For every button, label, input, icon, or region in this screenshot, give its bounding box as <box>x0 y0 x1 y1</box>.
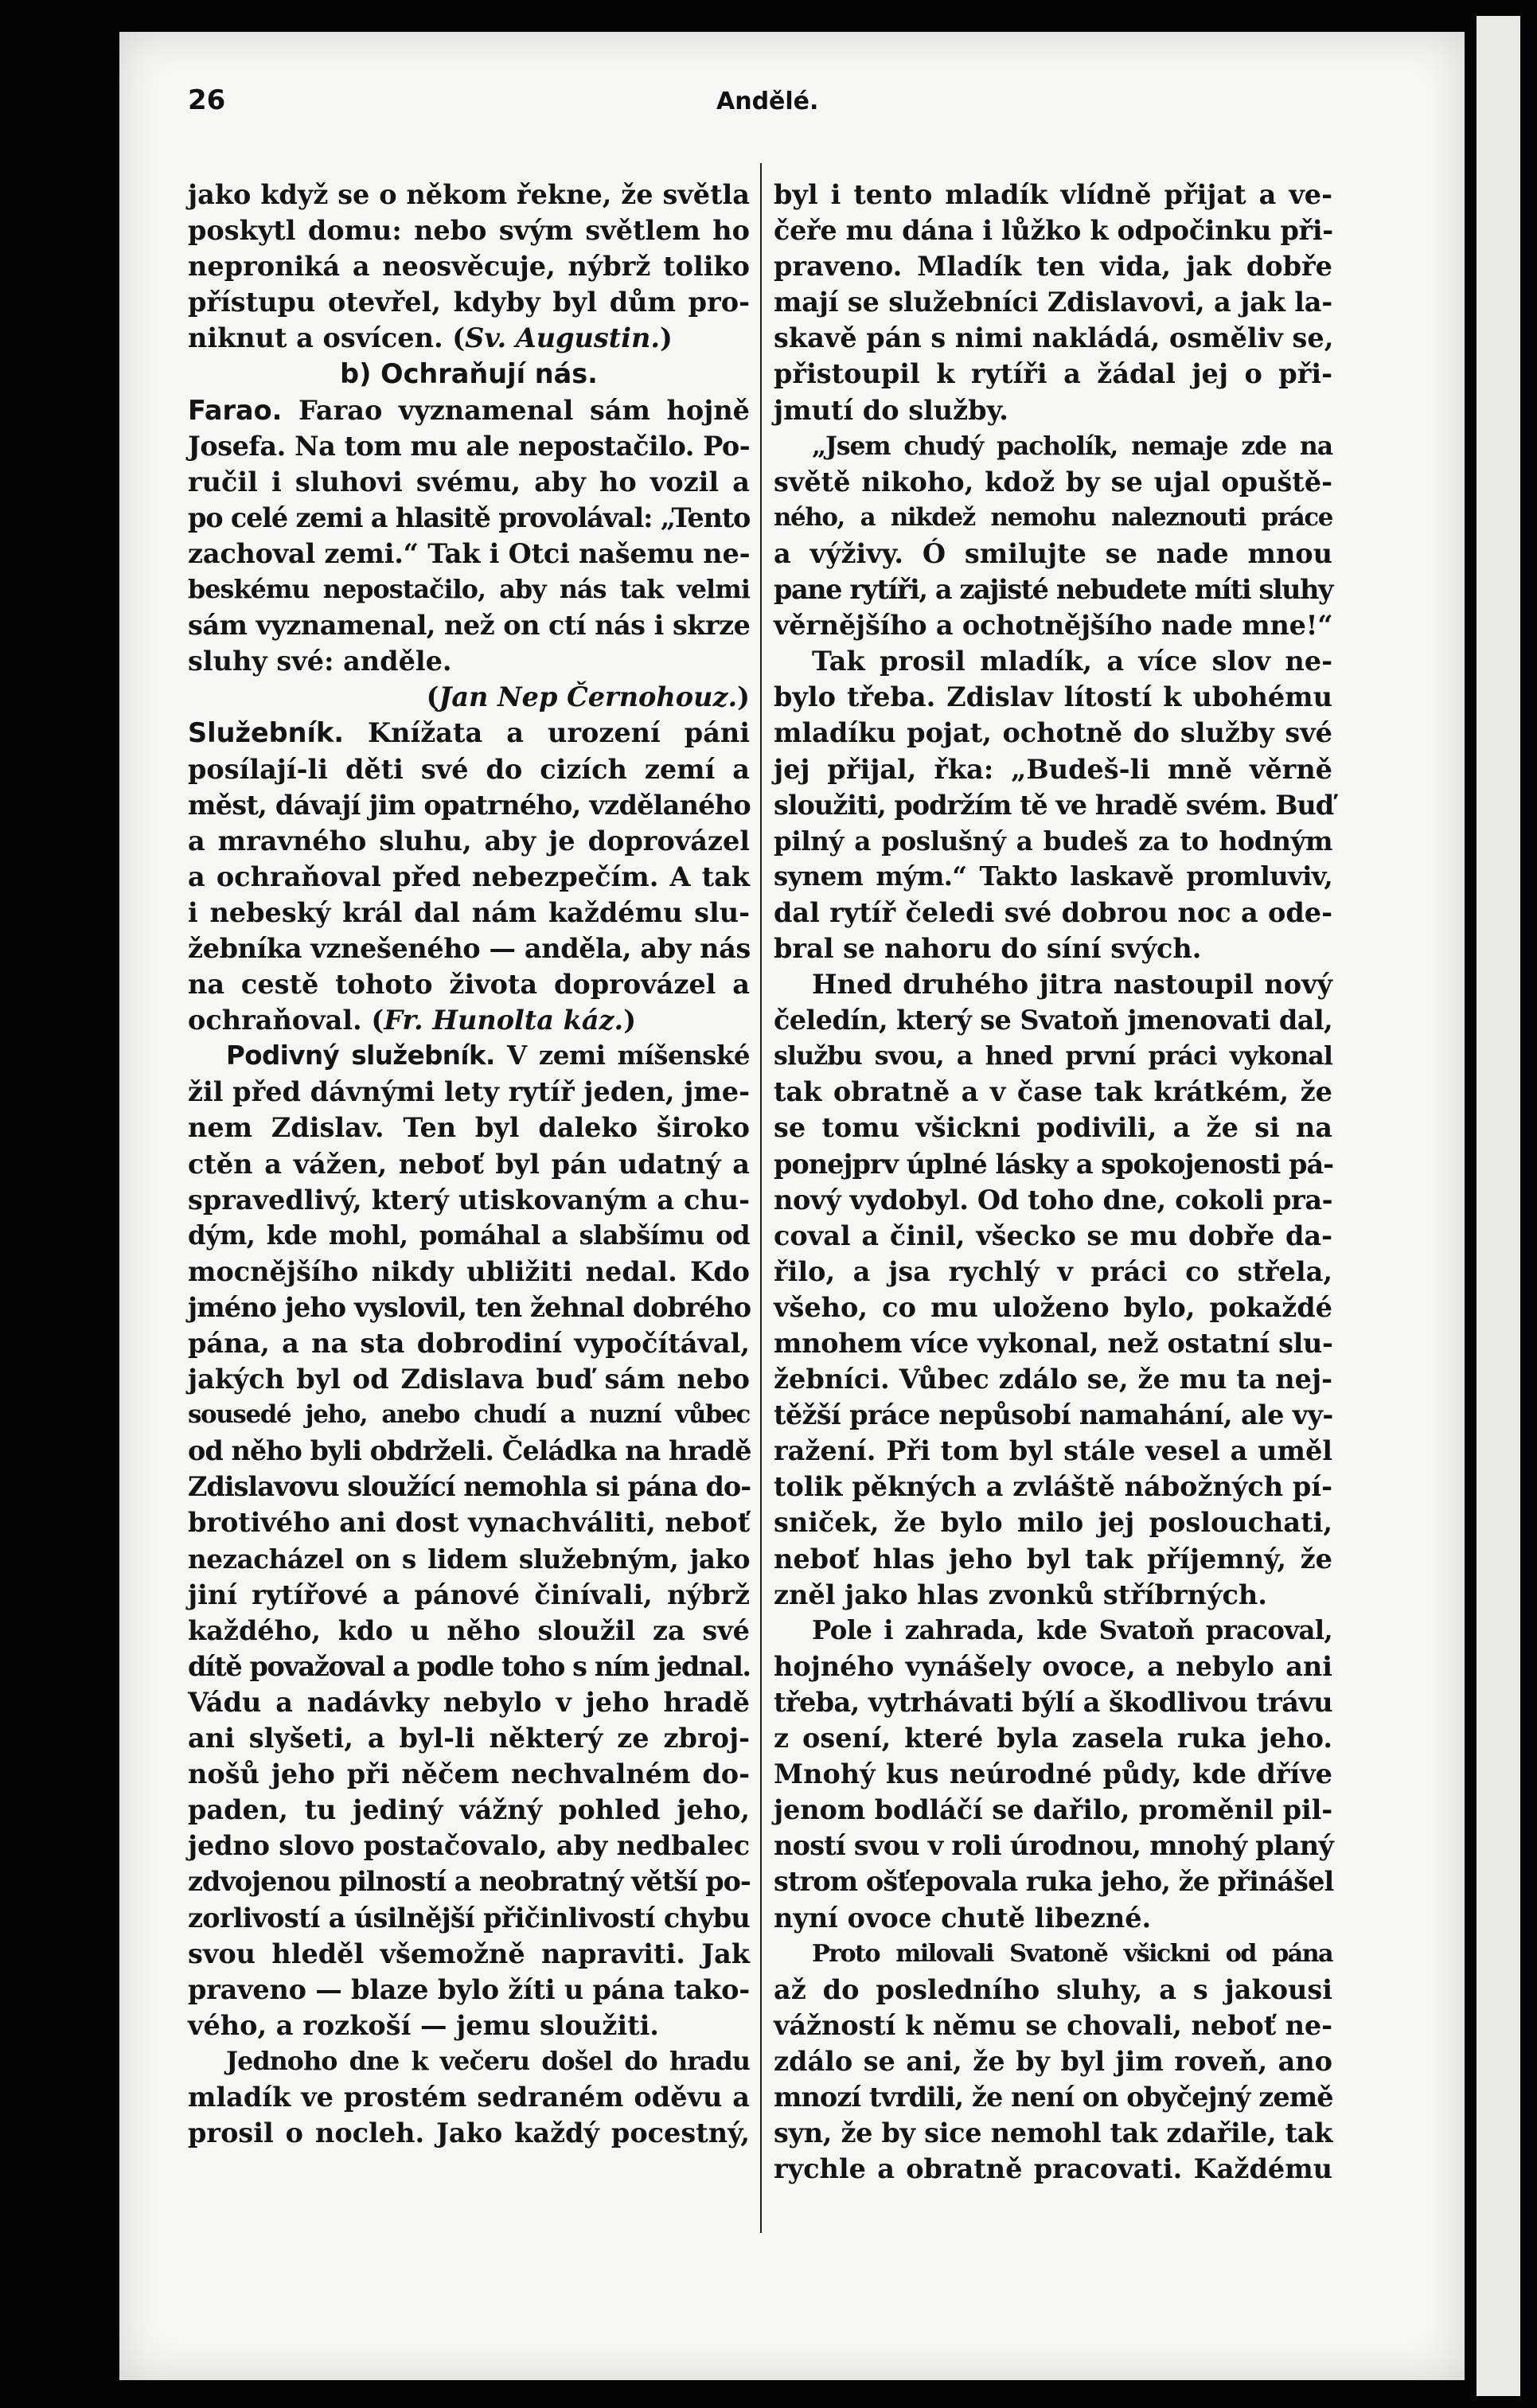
text-line <box>774 1541 1332 1577</box>
left-text-column <box>188 177 750 2151</box>
text-run: dítě považoval a podle toho s ním jednal. <box>188 1650 751 1682</box>
text-run: jedno slovo postačovalo, aby nedbalec <box>188 1830 750 1862</box>
text-line <box>774 1038 1332 1074</box>
text-line <box>774 1433 1332 1469</box>
text-line <box>188 428 750 464</box>
text-line <box>188 1325 750 1361</box>
text-run: přistoupil k rytíři a žádal jej o při- <box>774 358 1332 390</box>
text-line <box>774 1684 1332 1720</box>
text-run: pane rytíři, a zajisté nebudete míti sluhy <box>774 574 1332 606</box>
text-run: bylo třeba. Zdislav lítostí k ubohému <box>774 681 1332 713</box>
text-run: sniček, že bylo milo jej poslouchati, <box>774 1507 1332 1539</box>
text-line <box>188 1577 750 1613</box>
text-run: jméno jeho vyslovil, ten žehnal dobrého <box>188 1291 751 1323</box>
text-line <box>774 787 1332 823</box>
text-run: „Jsem chudý pacholík, nemaje zde na <box>812 431 1332 461</box>
text-run: Vádu a nadávky nebylo v jeho hradě <box>188 1686 750 1718</box>
text-run: strom ošťepovala ruka jeho, že přinášel <box>774 1866 1334 1898</box>
text-run: světě nikoho, kdož by se ujal opuště- <box>774 466 1332 498</box>
text-run: Proto milovali Svatoně všickni od pána <box>812 1939 1332 1968</box>
text-line <box>774 823 1332 859</box>
text-line <box>774 751 1332 787</box>
text-run: Podivný služebník. <box>226 1040 495 1071</box>
text-run: ností svou v roli úrodnou, mnohý planý <box>774 1830 1334 1862</box>
text-line <box>774 1290 1332 1325</box>
text-line <box>774 392 1332 428</box>
text-run: coval a činil, všecko se mu dobře da- <box>774 1220 1332 1251</box>
text-run: sousedé jeho, anebo chudí a nuzní vůbec <box>188 1400 750 1430</box>
text-line <box>774 1361 1332 1397</box>
text-run: z osení, které byla zasela ruka jeho. <box>774 1723 1332 1754</box>
text-run: službu svou, a hned první práci vykonal <box>774 1041 1332 1071</box>
text-line <box>774 464 1332 500</box>
text-run: třeba, vytrhávati býlí a škodlivou trávu <box>774 1686 1332 1718</box>
text-line <box>774 1002 1332 1038</box>
text-line <box>774 2043 1332 2079</box>
text-run: věrnějšího a ochotnějšího nade mne!“ <box>774 610 1333 642</box>
text-run: i nebeský král dal nám každému slu- <box>188 896 750 928</box>
text-line <box>774 1864 1332 1899</box>
text-run: V zemi míšenské <box>494 1040 750 1071</box>
text-run: žebníka vznešeného — anděla, aby nás <box>188 932 751 964</box>
text-line <box>774 1218 1332 1254</box>
text-line <box>774 356 1332 392</box>
text-run: syn, že by sice nemohl tak zdařile, tak <box>774 2117 1332 2149</box>
text-run: jmutí do služby. <box>774 394 1008 426</box>
text-line <box>188 1900 750 1936</box>
text-run: nový vydobyl. Od toho dne, cokoli pra- <box>774 1184 1333 1216</box>
text-run: jenom bodláčí se dařilo, proměnil pil- <box>774 1794 1332 1826</box>
text-run: nem Zdislav. Ten byl daleko široko <box>188 1112 750 1144</box>
text-run: po celé zemi a hlasitě provolával: „Tento <box>188 502 751 533</box>
right-text-column <box>774 177 1332 2187</box>
running-title: Andělé. <box>716 88 819 115</box>
text-line <box>774 248 1332 284</box>
text-line <box>774 177 1332 213</box>
text-run: na cestě tohoto života doprovázel a <box>188 969 750 1001</box>
text-line <box>774 1792 1332 1828</box>
text-line <box>774 2008 1332 2043</box>
text-run: Jednoho dne k večeru došel do hradu <box>226 2046 750 2076</box>
text-run: beskému nepostačilo, aby nás tak velmi <box>188 575 750 605</box>
text-line <box>188 2043 750 2079</box>
text-line <box>188 1505 750 1540</box>
text-line <box>774 1325 1332 1361</box>
text-line <box>188 1254 750 1290</box>
text-run: neboť hlas jeho byl tak příjemný, že <box>774 1543 1332 1575</box>
text-run: mladík ve prostém sedraném oděvu a <box>188 2081 750 2113</box>
text-run: přístupu otevřel, kdyby byl dům pro- <box>188 287 750 318</box>
text-run: ochraňoval. ( <box>188 1005 384 1036</box>
text-run: skavě pán s nimi nakládá, osměliv se, <box>774 322 1334 354</box>
text-line <box>188 248 750 284</box>
text-run: čeře mu dána i lůžko k odpočinku při- <box>774 215 1333 247</box>
text-line <box>188 177 750 213</box>
text-line <box>188 320 750 356</box>
text-line <box>774 1720 1332 1756</box>
text-run: ) <box>659 322 673 354</box>
text-run: žil před dávnými lety rytíř jeden, jme- <box>188 1076 750 1108</box>
text-line <box>188 572 750 607</box>
text-line <box>774 1936 1332 1972</box>
text-line <box>774 284 1332 320</box>
text-run: ) <box>623 1005 637 1036</box>
text-line <box>188 1792 750 1828</box>
text-line <box>188 1074 750 1110</box>
text-line <box>774 1182 1332 1218</box>
text-line <box>774 428 1332 464</box>
text-run: zdvojenou pilností a neobratný větší po- <box>188 1866 751 1898</box>
text-run: řilo, a jsa rychlý v práci co střela, <box>774 1255 1332 1287</box>
text-run: neproniká a neosvěcuje, nýbrž toliko <box>188 251 750 283</box>
text-line <box>774 1254 1332 1290</box>
text-run: žebníci. Vůbec zdálo se, že mu ta nej- <box>774 1364 1332 1395</box>
text-run: posílají-li děti své do cizích zemí a <box>188 753 750 785</box>
text-run: mnozí tvrdili, že není on obyčejný země <box>774 2081 1333 2113</box>
text-run: ( <box>426 681 439 713</box>
text-line <box>774 500 1332 536</box>
text-line <box>188 1182 750 1218</box>
text-run: dal rytíř čeledi své dobrou noc a ode- <box>774 896 1332 928</box>
text-run: hojného vynášely ovoce, a nebylo ani <box>774 1650 1332 1682</box>
text-line <box>188 931 750 966</box>
text-line <box>774 1828 1332 1864</box>
text-line <box>774 1505 1332 1540</box>
text-line <box>188 1720 750 1756</box>
text-line <box>188 1828 750 1864</box>
text-line <box>188 1110 750 1145</box>
text-run: svou hleděl všemožně napraviti. Jak <box>188 1938 750 1969</box>
text-run: ponejprv úplné lásky a spokojenosti pá- <box>774 1148 1334 1180</box>
text-line <box>188 1864 750 1899</box>
text-run: Služebník. <box>188 717 344 749</box>
text-run: tak obratně a v čase tak krátkém, že <box>774 1076 1332 1108</box>
text-line <box>774 607 1332 643</box>
text-line <box>188 1397 750 1433</box>
text-line <box>188 1936 750 1972</box>
text-run: Tak prosil mladík, a více slov ne- <box>812 646 1332 677</box>
text-line <box>188 392 750 428</box>
text-line <box>188 1972 750 2008</box>
text-run: nezacházel on s lidem služebným, jako <box>188 1543 750 1575</box>
text-line <box>188 895 750 931</box>
text-line <box>188 607 750 643</box>
text-line <box>774 1577 1332 1613</box>
text-line <box>188 823 750 859</box>
text-line <box>188 2079 750 2115</box>
text-line <box>774 1613 1332 1649</box>
text-run: Farao. <box>188 394 283 426</box>
text-line <box>188 1541 750 1577</box>
text-run: zněl jako hlas zvonků stříbrných. <box>774 1579 1267 1610</box>
text-run: od něho byli obdrželi. Čeládka na hradě <box>188 1435 751 1467</box>
page-number: 26 <box>188 84 226 116</box>
text-line <box>774 320 1332 356</box>
text-line <box>188 1218 750 1254</box>
text-line <box>188 679 750 715</box>
text-run: ani slyšeti, a byl-li některý ze zbroj- <box>188 1723 750 1754</box>
text-line <box>188 536 750 572</box>
text-line <box>774 715 1332 751</box>
text-run: nyní ovoce chutě libezné. <box>774 1902 1152 1934</box>
text-run: jej přijal, řka: „Budeš-li mně věrně <box>774 753 1332 785</box>
text-run: zachoval zemi.“ Tak i Otci našemu ne- <box>188 537 751 569</box>
text-line <box>774 1397 1332 1433</box>
text-line <box>774 572 1332 607</box>
text-line <box>774 2115 1332 2151</box>
text-line <box>188 1649 750 1684</box>
text-run: ) <box>737 681 750 713</box>
text-run: byl i tento mladík vlídně přijat a ve- <box>774 179 1332 210</box>
text-line <box>188 859 750 895</box>
text-line <box>188 464 750 500</box>
text-run: Mnohý kus neúrodné půdy, kde dříve <box>774 1758 1332 1790</box>
text-run: jakých byl od Zdislava buď sám nebo <box>188 1364 750 1395</box>
text-line <box>774 1900 1332 1936</box>
text-run: vého, a rozkoší — jemu sloužiti. <box>188 2009 659 2041</box>
text-line <box>774 1146 1332 1182</box>
text-line <box>774 1074 1332 1110</box>
text-run: pilný a poslušný a budeš za to hodným <box>774 825 1332 857</box>
text-run: až do posledního sluhy, a s jakousi <box>774 1973 1332 2005</box>
text-line <box>774 1756 1332 1792</box>
text-run: nošů jeho při něčem nechvalném do- <box>188 1758 750 1790</box>
text-line <box>188 643 750 679</box>
text-line <box>774 2151 1332 2187</box>
text-line <box>188 1684 750 1720</box>
text-line <box>188 500 750 536</box>
text-run: jako když se o někom řekne, že světla <box>188 179 750 210</box>
text-run: spravedlivý, který utiskovaným a chu- <box>188 1184 750 1216</box>
text-run: vážností k němu se chovali, neboť ne- <box>774 2009 1332 2041</box>
text-run: Farao vyznamenal sám hojně <box>282 394 750 426</box>
text-line <box>188 213 750 248</box>
text-run: sám vyznamenal, než on ctí nás i skrze <box>188 610 751 642</box>
text-line <box>188 1038 750 1074</box>
text-line <box>774 2079 1332 2115</box>
text-line <box>774 679 1332 715</box>
text-run: mladíku pojat, ochotně do služby své <box>774 717 1332 749</box>
text-line <box>774 1972 1332 2008</box>
text-run: bral se nahoru do síní svých. <box>774 932 1202 964</box>
text-run: všeho, co mu uloženo bylo, pokaždé <box>774 1291 1332 1323</box>
text-run: ctěn a vážen, neboť byl pán udatný a <box>188 1148 750 1180</box>
text-run: měst, dávají jim opatrného, vzdělaného <box>188 789 751 821</box>
text-run: zdálo se ani, že by byl jim roveň, ano <box>774 2045 1332 2077</box>
text-run: rychle a obratně pracovati. Každému <box>774 2153 1332 2185</box>
text-run: paden, tu jediný vážný pohled jeho, <box>188 1794 750 1826</box>
text-line <box>774 643 1332 679</box>
text-line <box>188 284 750 320</box>
text-line <box>774 859 1332 895</box>
text-run: Sv. Augustin. <box>465 322 660 354</box>
text-run: pána, a na sta dobrodiní vypočítával, <box>188 1328 750 1359</box>
text-run: se tomu všickni podivili, a že si na <box>774 1112 1332 1144</box>
text-run: brotivého ani dost vynachváliti, neboť <box>188 1507 750 1539</box>
text-line <box>188 2115 750 2151</box>
text-line <box>188 1361 750 1397</box>
text-run: Knížata a urození páni <box>344 717 750 749</box>
text-line <box>188 1290 750 1325</box>
text-line <box>188 1469 750 1505</box>
text-line <box>774 895 1332 931</box>
text-run: Zdislavovu sloužící nemohla si pána do- <box>188 1471 751 1503</box>
text-line <box>188 787 750 823</box>
text-run: mnohem více vykonal, než ostatní slu- <box>774 1328 1333 1359</box>
text-line <box>188 356 750 392</box>
text-run: mají se služebníci Zdislavovi, a jak la- <box>774 287 1332 318</box>
text-run: Hned druhého jitra nastoupil nový <box>812 969 1332 1001</box>
text-run: Jan Nep Černohouz. <box>439 681 738 713</box>
text-line <box>774 966 1332 1002</box>
text-line <box>774 1469 1332 1505</box>
text-run: ného, a nikdež nemohu naleznouti práce <box>774 502 1332 532</box>
text-line <box>188 1002 750 1038</box>
text-line <box>188 2008 750 2043</box>
text-line <box>188 1756 750 1792</box>
text-run: těžší práce nepůsobí namahání, ale vy- <box>774 1399 1333 1431</box>
text-run: a výživy. Ó smilujte se nade mnou <box>774 537 1332 569</box>
text-run: sluhy své: anděle. <box>188 646 452 677</box>
text-run: prosil o nocleh. Jako každý pocestný, <box>188 2117 750 2149</box>
text-run: sloužiti, podržím tě ve hradě svém. Buď <box>774 789 1334 821</box>
text-line <box>188 1613 750 1649</box>
text-run: praveno. Mladík ten vida, jak dobře <box>774 251 1332 283</box>
text-run: b) Ochraňují nás. <box>340 358 598 390</box>
text-line <box>188 715 750 751</box>
text-line <box>188 966 750 1002</box>
text-line <box>774 1649 1332 1684</box>
text-line <box>774 1110 1332 1145</box>
text-run: a ochraňoval před nebezpečím. A tak <box>188 861 750 892</box>
text-run: Josefa. Na tom mu ale nepostačilo. Po- <box>188 430 751 462</box>
column-divider <box>760 163 762 2233</box>
text-run: praveno — blaze bylo žíti u pána tako- <box>188 1973 750 2005</box>
text-run: Pole i zahrada, kde Svatoň pracoval, <box>812 1614 1332 1645</box>
text-run: niknut a osvícen. ( <box>188 322 466 354</box>
text-run: mocnějšího nikdy ubližiti nedal. Kdo <box>188 1255 750 1287</box>
adjacent-page-edge <box>1477 16 1520 2396</box>
text-line <box>188 1433 750 1469</box>
text-run: čeledín, který se Svatoň jmenovati dal, <box>774 1005 1332 1036</box>
text-line <box>188 751 750 787</box>
text-run: ražení. Při tom byl stále vesel a uměl <box>774 1435 1332 1467</box>
text-line <box>774 213 1332 248</box>
text-run: dým, kde mohl, pomáhal a slabšímu od <box>188 1220 750 1251</box>
text-run: poskytl domu: nebo svým světlem ho <box>188 215 750 247</box>
text-run: každého, kdo u něho sloužil za své <box>188 1614 750 1646</box>
text-run: ručil i sluhovi svému, aby ho vozil a <box>188 466 750 498</box>
text-line <box>188 1146 750 1182</box>
text-line <box>774 536 1332 572</box>
text-run: synem mým.“ Takto laskavě promluviv, <box>774 861 1332 892</box>
page-header <box>183 84 1377 124</box>
text-run: Fr. Hunolta káz. <box>384 1005 624 1036</box>
text-run: a mravného sluhu, aby je doprovázel <box>188 825 750 857</box>
text-line <box>774 931 1332 966</box>
text-run: tolik pěkných a zvláště nábožných pí- <box>774 1471 1332 1503</box>
text-run: zorlivostí a úsilnější přičinlivostí chybu <box>188 1902 750 1934</box>
text-run: jiní rytířové a pánové činívali, nýbrž <box>188 1579 750 1610</box>
